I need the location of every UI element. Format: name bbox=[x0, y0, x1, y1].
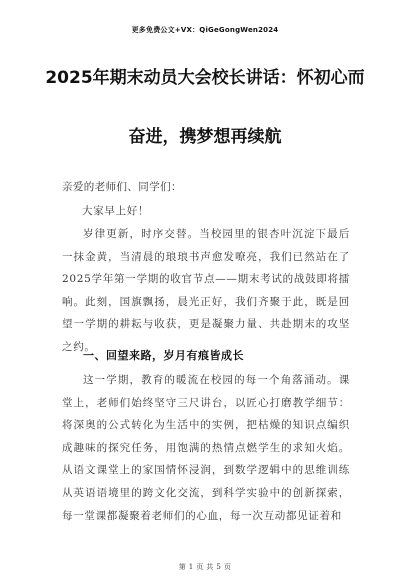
paragraph-review: 这一学期，教育的暖流在校园的每一个角落涌动。课堂上，老师们始终坚守三尺讲台，以匠心打磨教学细节：将深奥的公式转化为生活中的实例，把枯燥的知识点编织成趣味的探究任务，用饱满的热情点燃学生的求知火焰。从语文课堂上的家国情怀浸润，到数学逻辑中的思维训练从英语语境里的跨文化交流，到科学实验中的创新探索，每一堂课都凝聚着老师们的心血，每一次互动都见证着和 bbox=[62, 374, 350, 522]
salutation: 大家早上好！ bbox=[82, 205, 150, 217]
greeting: 亲爱的老师们、同学们： bbox=[62, 181, 182, 193]
page-number: 第 1 页 共 5 页 bbox=[178, 563, 232, 571]
header-promo-text: 更多免费公文+VX：QiGeGongWen2024 bbox=[131, 26, 279, 34]
paragraph-intro: 岁律更新，时序交替。当校园里的银杏叶沉淀下最后一抹金黄，当清晨的琅琅书声愈发嘹亮，我们已然站在了2025学年第一学期的收官节点——期末考试的战鼓即将擂响。此刻，国旗飘扬，晨光正好，我们齐聚于此，既是回望一学期的耕耘与收获，更是凝聚力量、共赴期末的攻坚之约。 bbox=[62, 228, 350, 353]
document-title-line-2: 奋进，携梦想再续航 bbox=[128, 127, 282, 147]
section-heading-1: 一、回望来路，岁月有痕皆成长 bbox=[83, 349, 244, 362]
document-title-line-1: 2025年期末动员大会校长讲话：怀初心而 bbox=[45, 68, 365, 88]
